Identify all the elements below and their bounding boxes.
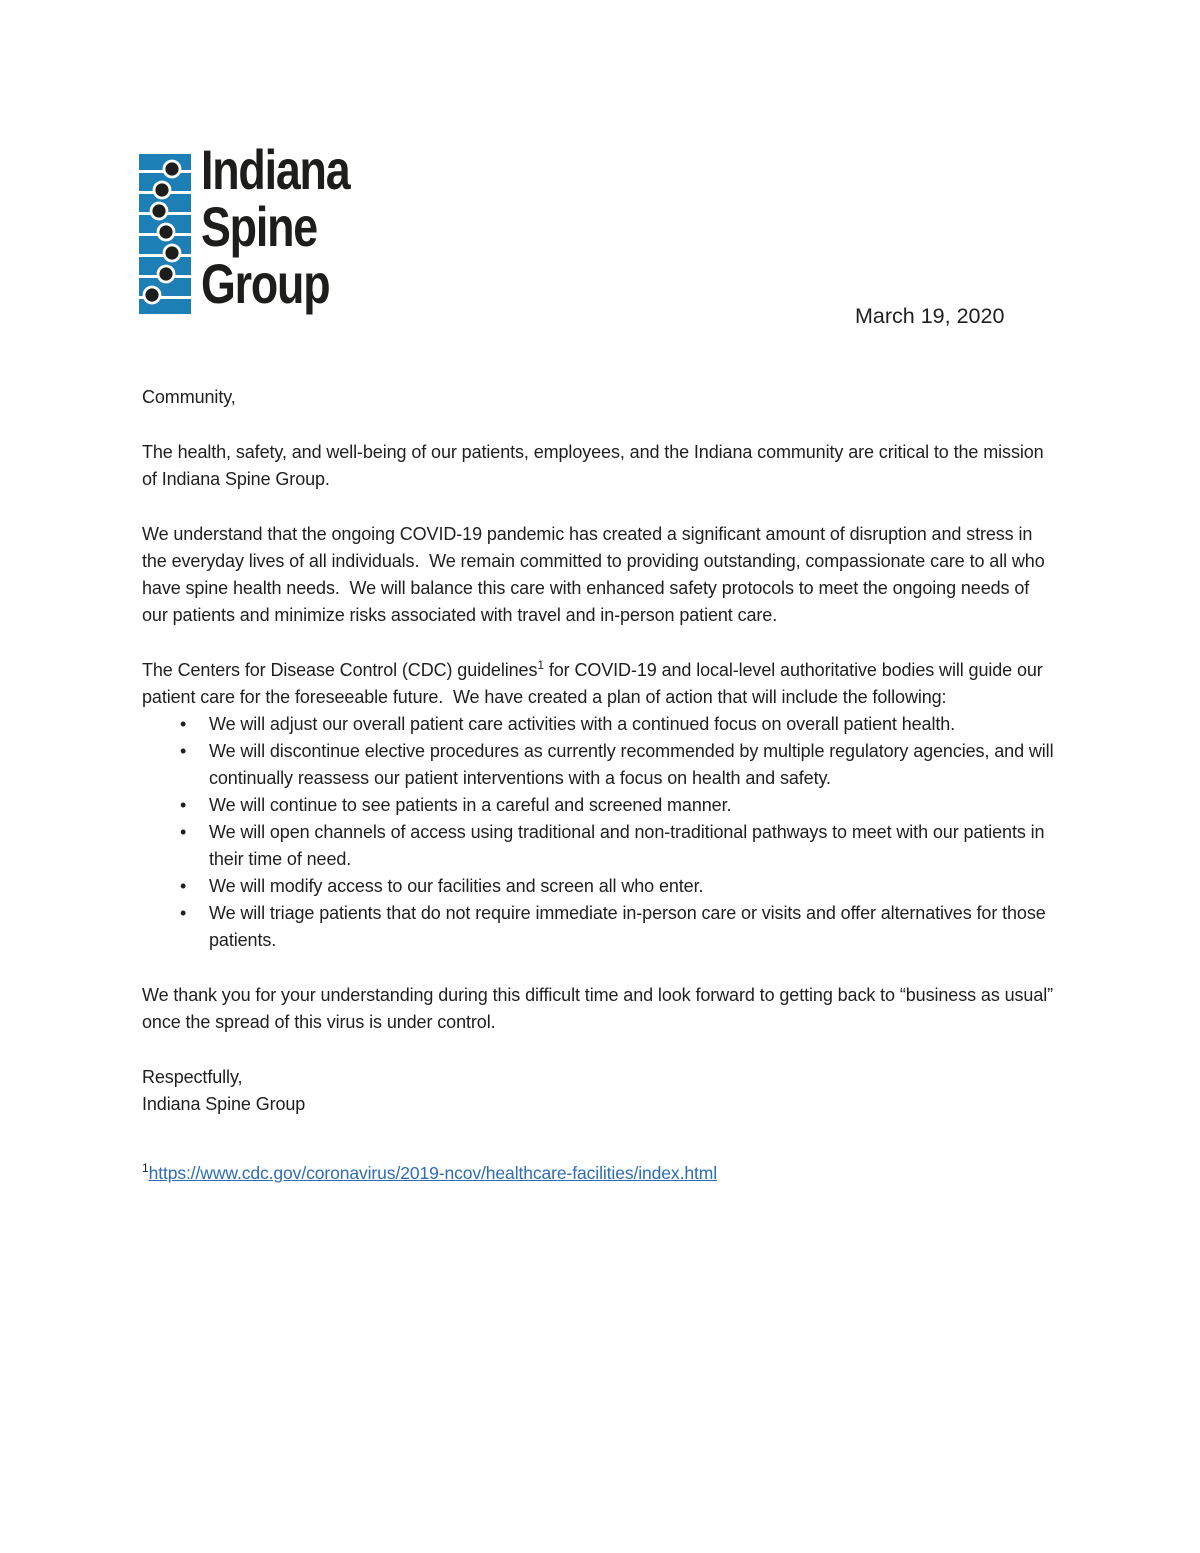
logo-word-spine: Spine [201,195,317,258]
paragraph-thanks: We thank you for your understanding during this difficult time and look forward to getting back to “business as usual” once the spread of this virus is under control. [142,985,1058,1032]
paragraph-cdc-text-continued: for COVID-19 and local-level authoritative bodies will guide our patient care for the foreseeable future. We have created a plan of action that will include the following: [142,660,1048,707]
action-item-elective-procedures: • We will discontinue elective procedures as currently recommended by multiple regulatory agencies, and will continually reassess our patient interventions with a focus on health and safety. [142,738,1058,792]
logo-word-indiana: Indiana [201,138,350,201]
closing-block [142,1064,1058,1118]
spine-logo-icon [139,154,191,317]
logo-word-group: Group [201,252,330,315]
company-logo-text [201,138,387,315]
paragraph-cdc [142,657,1058,711]
action-item-triage: • We will triage patients that do not require immediate in-person care or visits and offer alternatives for those patients. [142,900,1058,954]
action-item-facility-screening: • We will modify access to our facilities and screen all who enter. [142,873,1058,900]
paragraph-pandemic: We understand that the ongoing COVID-19 pandemic has created a significant amount of disruption and stress in the everyday lives of all individuals. We remain committed to providing outstanding, compassionate care to all who have spine health needs. We will balance this care with enhanced safety protocols to meet the ongoing needs of our patients and minimize risks associated with travel and in-person patient care. [142,524,1050,625]
signature: Indiana Spine Group [142,1094,306,1114]
action-items-list [142,711,1058,954]
closing-salutation: Respectfully, [142,1067,243,1087]
footnote-number: 1 [142,1161,149,1176]
action-item-access-channels: • We will open channels of access using traditional and non-traditional pathways to meet with our patients in their time of need. [142,819,1058,873]
letter-body [142,384,1058,1187]
action-item-screened-visits: • We will continue to see patients in a careful and screened manner. [142,792,1058,819]
paragraph-mission: The health, safety, and well-being of our patients, employees, and the Indiana community are critical to the mission of Indiana Spine Group. [142,442,1049,489]
action-item-adjust-care: • We will adjust our overall patient care activities with a continued focus on overall patient health. [142,711,1058,738]
letter-date: March 19, 2020 [855,304,1005,328]
cdc-guidelines-link[interactable]: https://www.cdc.gov/coronavirus/2019-ncov/healthcare-facilities/index.html [148,1163,718,1183]
paragraph-cdc-text: The Centers for Disease Control (CDC) guidelines [142,660,538,680]
footnote-reference-marker: 1 [537,658,544,672]
salutation: Community, [142,387,236,407]
footnote [142,1160,1058,1187]
